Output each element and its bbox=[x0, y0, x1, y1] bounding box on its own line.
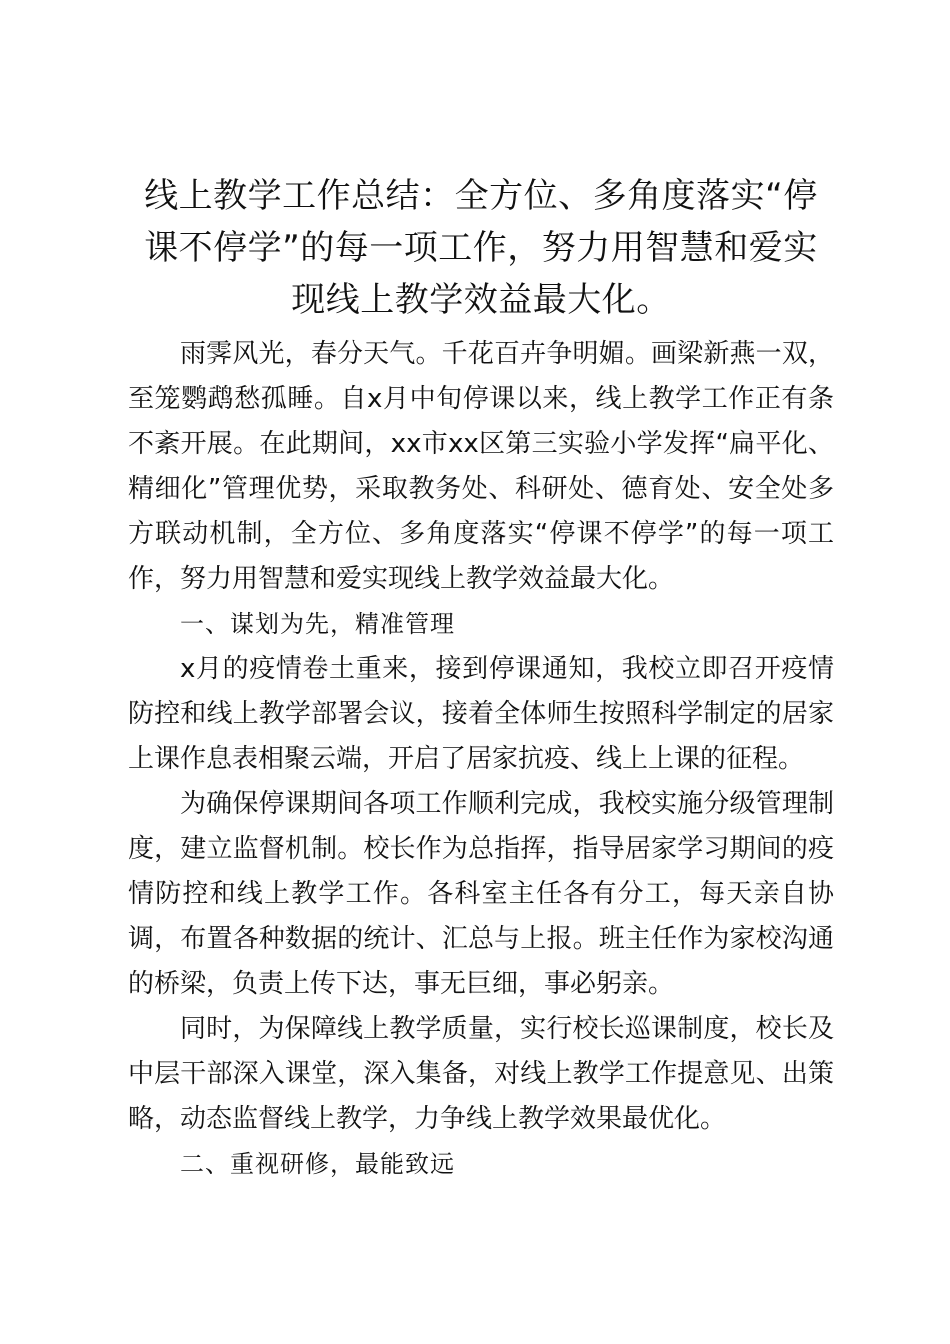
section-heading-1: 一、谋划为先，精准管理 bbox=[180, 610, 455, 638]
section-heading-2: 二、重视研修，最能致远 bbox=[180, 1150, 455, 1178]
document-title: 线上教学工作总结：全方位、多角度落实“停课不停学”的每一项工作，努力用智慧和爱实现线上教学效益最大化。 bbox=[144, 176, 818, 320]
document-page bbox=[128, 170, 834, 1187]
paragraph-1: x月的疫情卷土重来，接到停课通知，我校立即召开疫情防控和线上教学部署会议，接着全体师生按照科学制定的居家上课作息表相聚云端，开启了居家抗疫、线上上课的征程。 bbox=[128, 654, 834, 774]
paragraph-2: 为确保停课期间各项工作顺利完成，我校实施分级管理制度，建立监督机制。校长作为总指挥，指导居家学习期间的疫情防控和线上教学工作。各科室主任各有分工，每天亲自协调，布置各种数据的统计、汇总与上报。班主任作为家校沟通的桥梁，负责上传下达，事无巨细，事必躬亲。 bbox=[128, 789, 834, 999]
document-body bbox=[128, 332, 834, 1187]
paragraph-intro: 雨霁风光，春分天气。千花百卉争明媚。画梁新燕一双，至笼鹦鹉愁孤睡。自x月中旬停课以来，线上教学工作正有条不紊开展。在此期间，xx市xx区第三实验小学发挥“扁平化、精细化”管理优势，采取教务处、科研处、德育处、安全处多方联动机制，全方位、多角度落实“停课不停学”的每一项工作，努力用智慧和爱实现线上教学效益最大化。 bbox=[128, 339, 834, 594]
paragraph-3: 同时，为保障线上教学质量，实行校长巡课制度，校长及中层干部深入课堂，深入集备，对线上教学工作提意见、出策略，动态监督线上教学，力争线上教学效果最优化。 bbox=[128, 1014, 834, 1134]
